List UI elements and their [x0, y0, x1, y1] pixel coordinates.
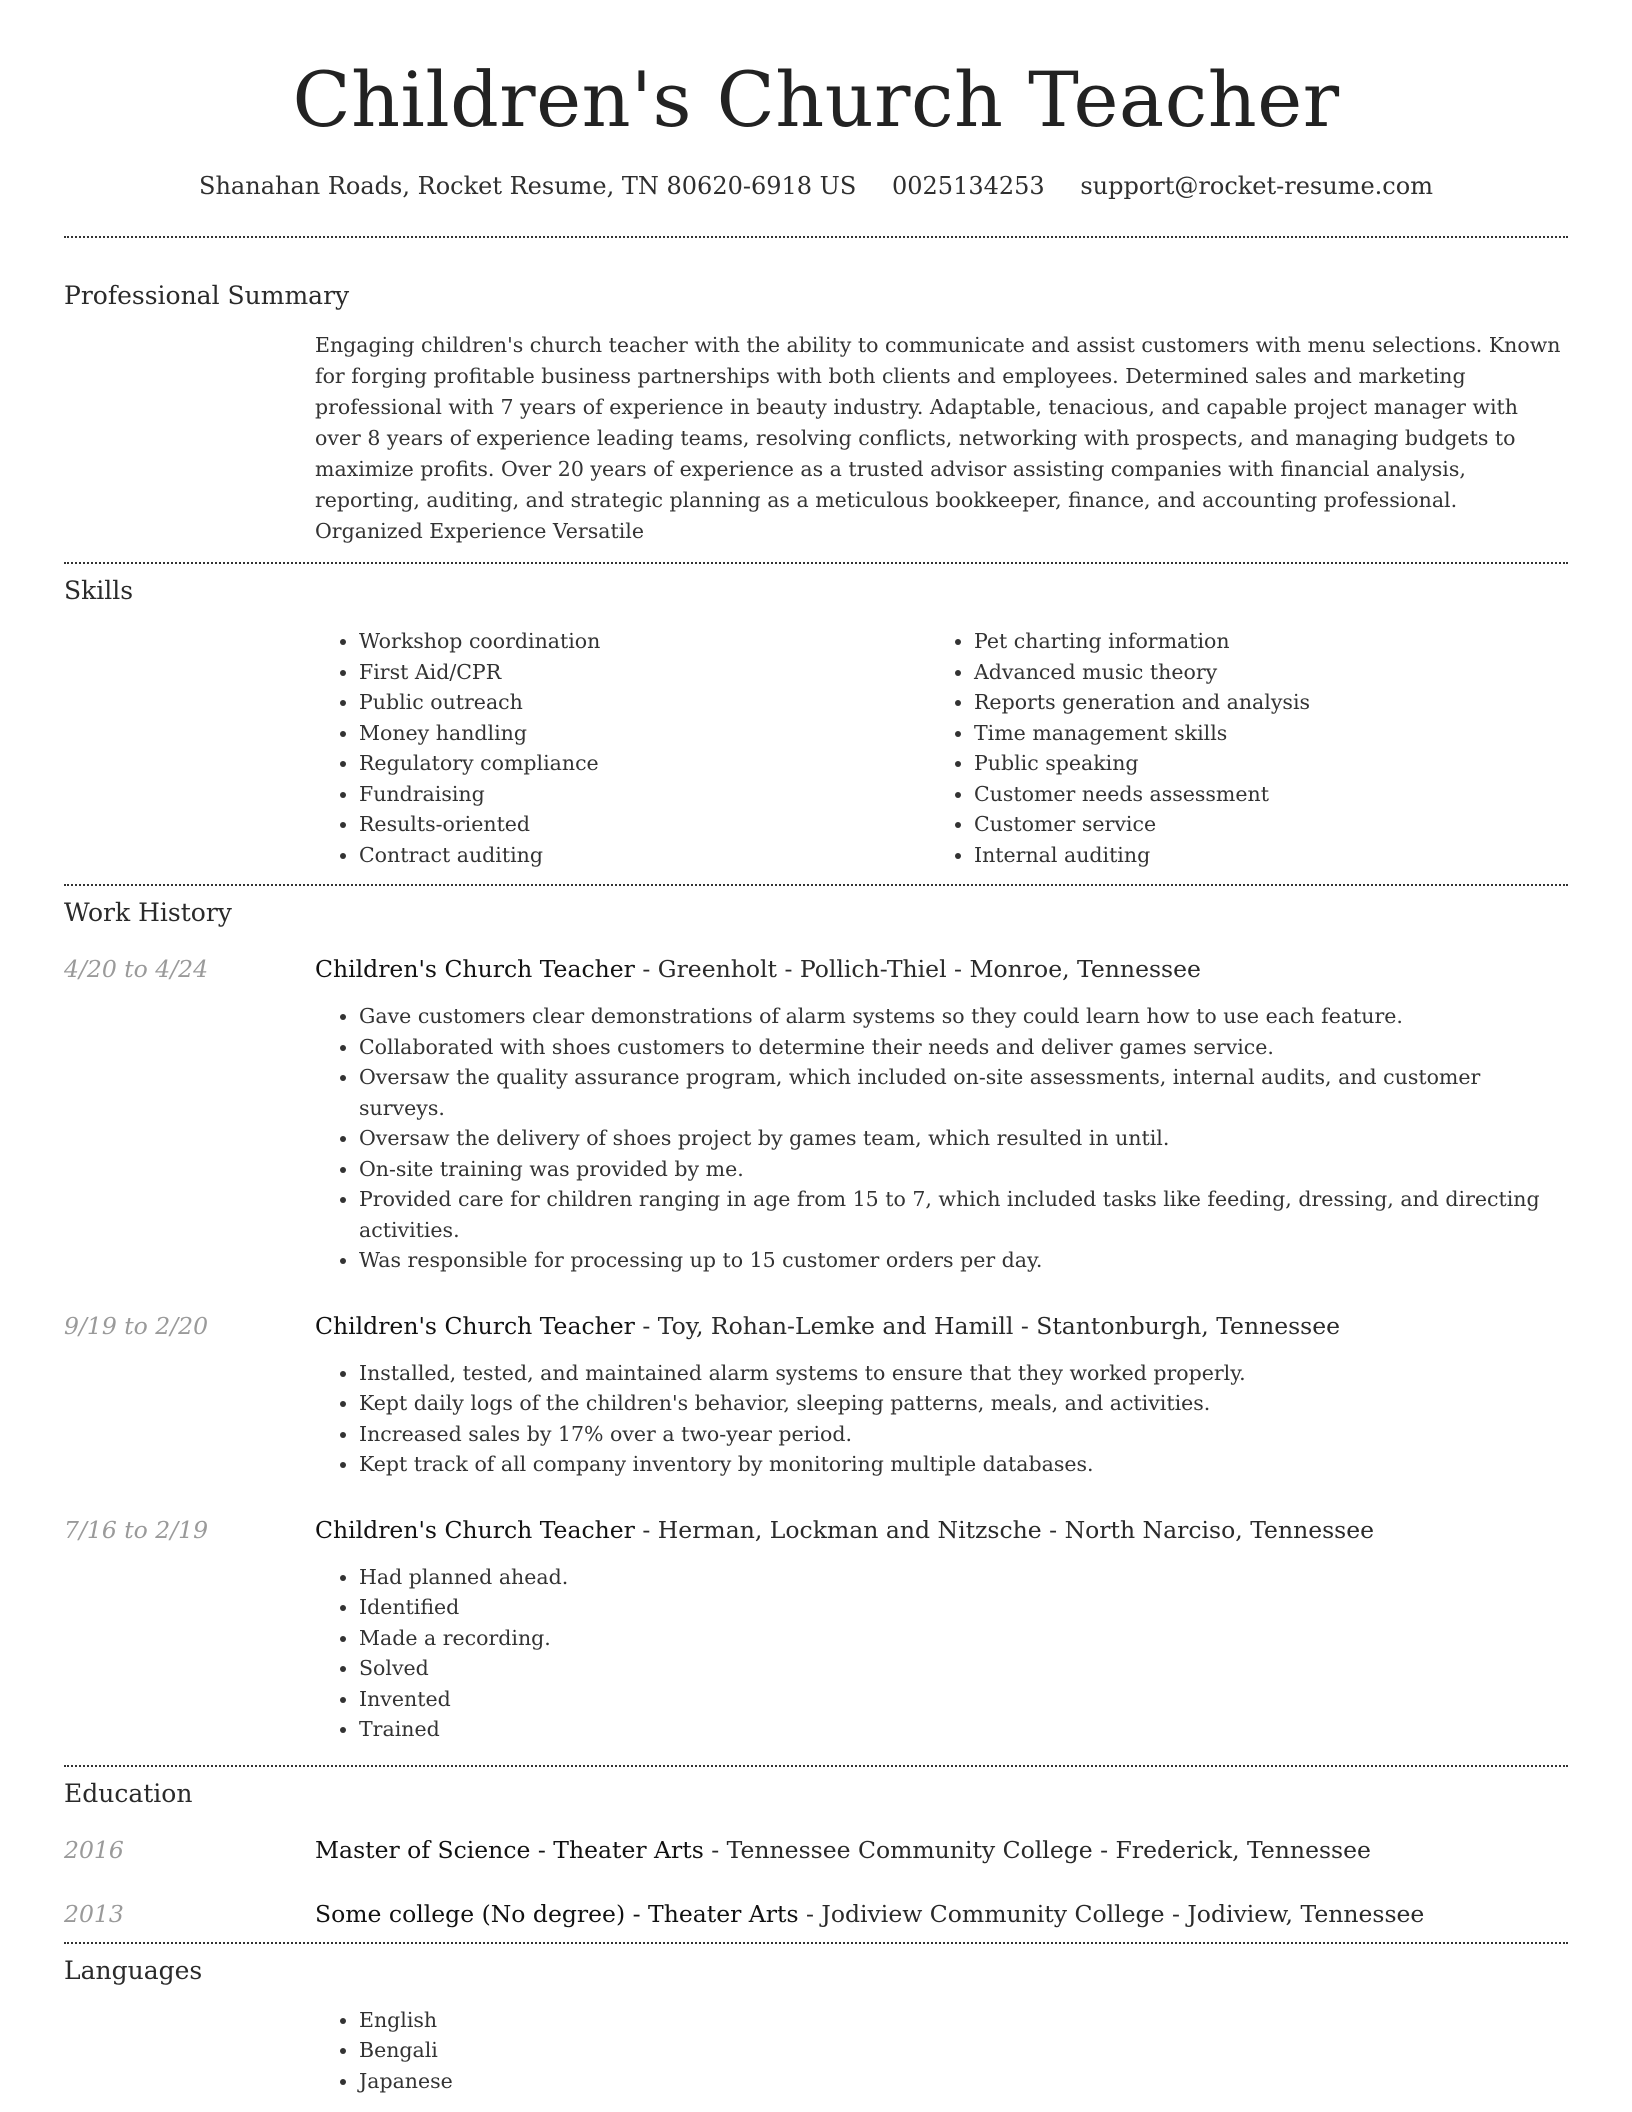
divider: [64, 1765, 1568, 1767]
work-employer: - Toy, Rohan-Lemke and Hamill - Stantonburgh, Tennessee: [634, 1311, 1341, 1340]
work-employer: - Greenholt - Pollich-Thiel - Monroe, Tennessee: [634, 955, 1201, 983]
skill-item: • Time management skills: [974, 718, 1545, 749]
education-entry: [64, 1836, 1568, 1864]
education-degree: Master of Science: [315, 1835, 531, 1864]
divider: [64, 236, 1568, 238]
skills-list: [315, 626, 1568, 870]
contact-email: support@rocket-resume.com: [1080, 172, 1433, 200]
work-heading: [315, 955, 1201, 983]
skill-item: • Regulatory compliance: [359, 748, 930, 779]
skill-item: • Fundraising: [359, 779, 930, 810]
work-bullet: • Provided care for children ranging in age from 15 to 7, which included tasks like feeding, dressing, and directing activities.: [359, 1184, 1568, 1245]
resume-name: Children's Church Teacher: [292, 55, 1340, 144]
work-bullet: • Increased sales by 17% over a two-year period.: [359, 1419, 1568, 1450]
work-bullet: • Solved: [359, 1653, 1568, 1684]
work-entry-header: [64, 1516, 1568, 1544]
contact-line: [64, 172, 1568, 200]
work-bullet: • Oversaw the delivery of shoes project by games team, which resulted in until.: [359, 1123, 1568, 1154]
work-bullet: • Had planned ahead.: [359, 1562, 1568, 1593]
work-entry-header: [64, 1312, 1568, 1340]
work-dates: 9/19 to 2/20: [64, 1311, 209, 1340]
divider: [64, 562, 1568, 564]
work-bullets: [315, 1001, 1568, 1276]
work-employer: - Herman, Lockman and Nitzsche - North Narciso, Tennessee: [634, 1515, 1375, 1544]
work-bullet: • Collaborated with shoes customers to determine their needs and deliver games service.: [359, 1032, 1568, 1063]
skill-item: • Customer needs assessment: [974, 779, 1545, 810]
work-bullet: • Kept daily logs of the children's behavior, sleeping patterns, meals, and activities.: [359, 1388, 1568, 1419]
work-bullet: • Invented: [359, 1684, 1568, 1715]
work-bullet: • Kept track of all company inventory by monitoring multiple databases.: [359, 1449, 1568, 1480]
summary-title: Professional Summary: [64, 281, 350, 310]
resume-page: [64, 0, 1568, 2112]
skill-item: • Results-oriented: [359, 809, 930, 840]
skill-item: • Pet charting information: [974, 626, 1545, 657]
skills-title: Skills: [64, 576, 134, 605]
education-degree: Some college (No degree): [315, 1899, 626, 1928]
work-bullet: • Gave customers clear demonstrations of alarm systems so they could learn how to use each feature.: [359, 1001, 1568, 1032]
skill-item: • Contract auditing: [359, 840, 930, 871]
work-bullets: [315, 1562, 1568, 1745]
education-school: - Tennessee Community College - Frederick, Tennessee: [703, 1835, 1371, 1864]
contact-phone: 0025134253: [891, 172, 1045, 200]
education-year: 2013: [64, 1899, 124, 1928]
language-item: • Japanese: [359, 2066, 1568, 2097]
education-year: 2016: [64, 1835, 124, 1864]
work-bullet: • Oversaw the quality assurance program, which included on-site assessments, internal audits, and customer surveys.: [359, 1062, 1568, 1123]
education-field: - Theater Arts: [625, 1899, 799, 1928]
education-field: - Theater Arts: [530, 1835, 704, 1864]
work-entry-header: [64, 955, 1568, 983]
languages-list: [315, 2005, 1568, 2097]
divider: [64, 1942, 1568, 1944]
skill-item: • Internal auditing: [974, 840, 1545, 871]
skills-column-left: [315, 626, 930, 870]
work-title: Work History: [64, 898, 232, 927]
education-heading: [315, 1836, 1371, 1864]
work-bullet: • Made a recording.: [359, 1623, 1568, 1654]
skill-item: • Customer service: [974, 809, 1545, 840]
skill-item: • Public speaking: [974, 748, 1545, 779]
work-role: Children's Church Teacher: [315, 1311, 635, 1340]
work-bullet: • On-site training was provided by me.: [359, 1154, 1568, 1185]
skill-item: • Workshop coordination: [359, 626, 930, 657]
education-entry: [64, 1900, 1568, 1928]
work-role: Children's Church Teacher: [315, 1515, 635, 1544]
work-bullet: • Identified: [359, 1592, 1568, 1623]
skill-item: • First Aid/CPR: [359, 657, 930, 688]
work-bullet: • Installed, tested, and maintained alarm systems to ensure that they worked properly.: [359, 1358, 1568, 1389]
work-bullet: • Trained: [359, 1714, 1568, 1745]
work-dates: 7/16 to 2/19: [64, 1515, 209, 1544]
skill-item: • Money handling: [359, 718, 930, 749]
skill-item: • Public outreach: [359, 687, 930, 718]
summary-text: Engaging children's church teacher with the ability to communicate and assist customers with menu selections. Known for forging profitable business partnerships with both clients and employees. Determined sales and marketing professional with 7 years of experience in beauty industry. Adaptable, tenacious, and capable project manager with over 8 years of experience leading teams, resolving conflicts, networking with prospects, and managing budgets to maximize profits. Over 20 years of experience as a trusted advisor assisting companies with financial analysis, reporting, auditing, and strategic planning as a meticulous bookkeeper, finance, and accounting professional. Organized Experience Versatile: [315, 333, 1561, 543]
languages-title: Languages: [64, 1955, 203, 1985]
work-role: Children's Church Teacher: [315, 955, 635, 983]
skills-column-right: [930, 626, 1545, 870]
divider: [64, 884, 1568, 886]
work-bullet: • Was responsible for processing up to 15 customer orders per day.: [359, 1245, 1568, 1276]
skill-item: • Reports generation and analysis: [974, 687, 1545, 718]
education-title: Education: [64, 1778, 193, 1808]
work-heading: [315, 1516, 1374, 1544]
education-heading: [315, 1900, 1424, 1928]
language-item: • Bengali: [359, 2035, 1568, 2066]
work-bullets: [315, 1358, 1568, 1480]
language-item: • English: [359, 2005, 1568, 2036]
contact-address: Shanahan Roads, Rocket Resume, TN 80620-6918 US: [199, 172, 857, 200]
work-dates: 4/20 to 4/24: [64, 955, 209, 983]
skill-item: • Advanced music theory: [974, 657, 1545, 688]
education-school: - Jodiview Community College - Jodiview, Tennessee: [798, 1899, 1425, 1928]
work-heading: [315, 1312, 1340, 1340]
